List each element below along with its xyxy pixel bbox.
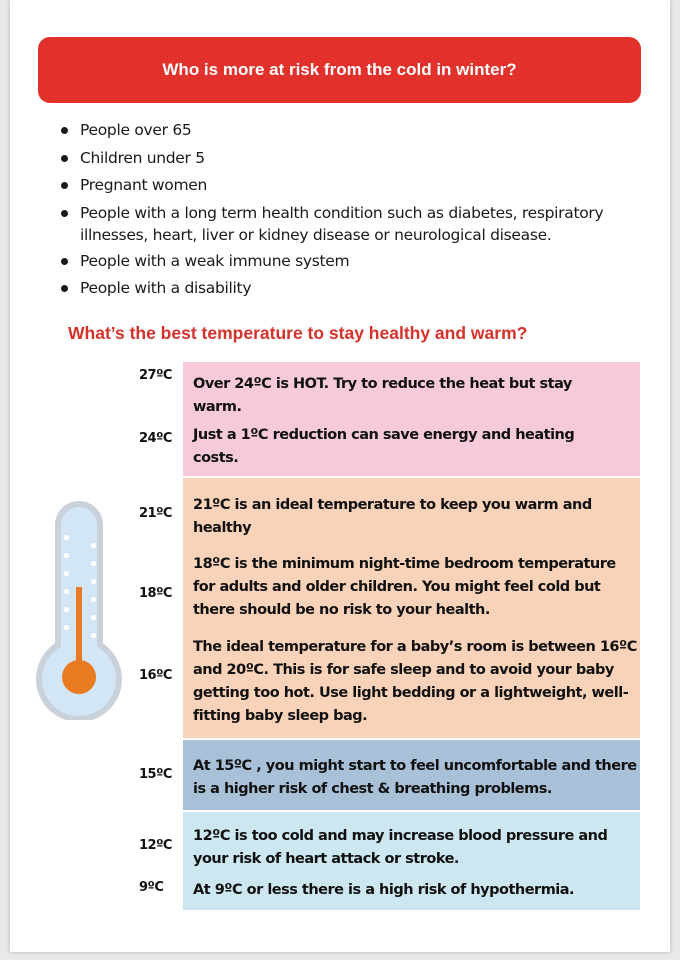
header-title: Who is more at risk from the cold in winter?	[162, 60, 517, 79]
thermometer-icon	[30, 495, 140, 720]
list-item: Children under 5	[58, 147, 658, 169]
temp-label-18: 18ºC	[139, 586, 172, 601]
section-title: What’s the best temperature to stay healthy and warm?	[68, 323, 528, 343]
band-text: 18ºC is the minimum night-time bedroom temperature for adults and older children. You might feel cold but there should be no risk to your health.	[193, 556, 616, 618]
band-text: At 9ºC or less there is a high risk of hypothermia.	[193, 882, 575, 898]
list-item: People with a weak immune system	[58, 250, 658, 272]
risk-group-list	[58, 119, 658, 305]
band-text: The ideal temperature for a baby’s room is between 16ºC and 20ºC. This is for safe sleep and to avoid your baby getting too hot. Use light bedding or a lightweight, well-fitting baby sleep bag.	[193, 639, 637, 724]
temp-label-15: 15ºC	[139, 767, 172, 782]
band-text: Over 24ºC is HOT. Try to reduce the heat but stay warm.	[193, 376, 572, 415]
band-text: 12ºC is too cold and may increase blood pressure and your risk of heart attack or stroke.	[193, 828, 608, 867]
band-text: 21ºC is an ideal temperature to keep you warm and healthy	[193, 497, 592, 536]
temp-label-9: 9ºC	[139, 880, 164, 895]
temp-label-12: 12ºC	[139, 838, 172, 853]
temp-label-21: 21ºC	[139, 506, 172, 521]
band-text: Just a 1ºC reduction can save energy and heating costs.	[193, 427, 575, 466]
header-banner	[38, 37, 641, 103]
list-item: People over 65	[58, 119, 658, 141]
temp-label-16: 16ºC	[139, 668, 172, 683]
list-item: People with a disability	[58, 277, 658, 299]
list-item: Pregnant women	[58, 174, 658, 196]
list-item: People with a long term health condition such as diabetes, respiratory illnesses, heart, liver or kidney disease or neurological disease.	[58, 202, 658, 246]
temp-label-24: 24ºC	[139, 431, 172, 446]
temp-label-27: 27ºC	[139, 368, 172, 383]
band-text: At 15ºC , you might start to feel uncomfortable and there is a higher risk of chest & breathing problems.	[193, 758, 637, 797]
